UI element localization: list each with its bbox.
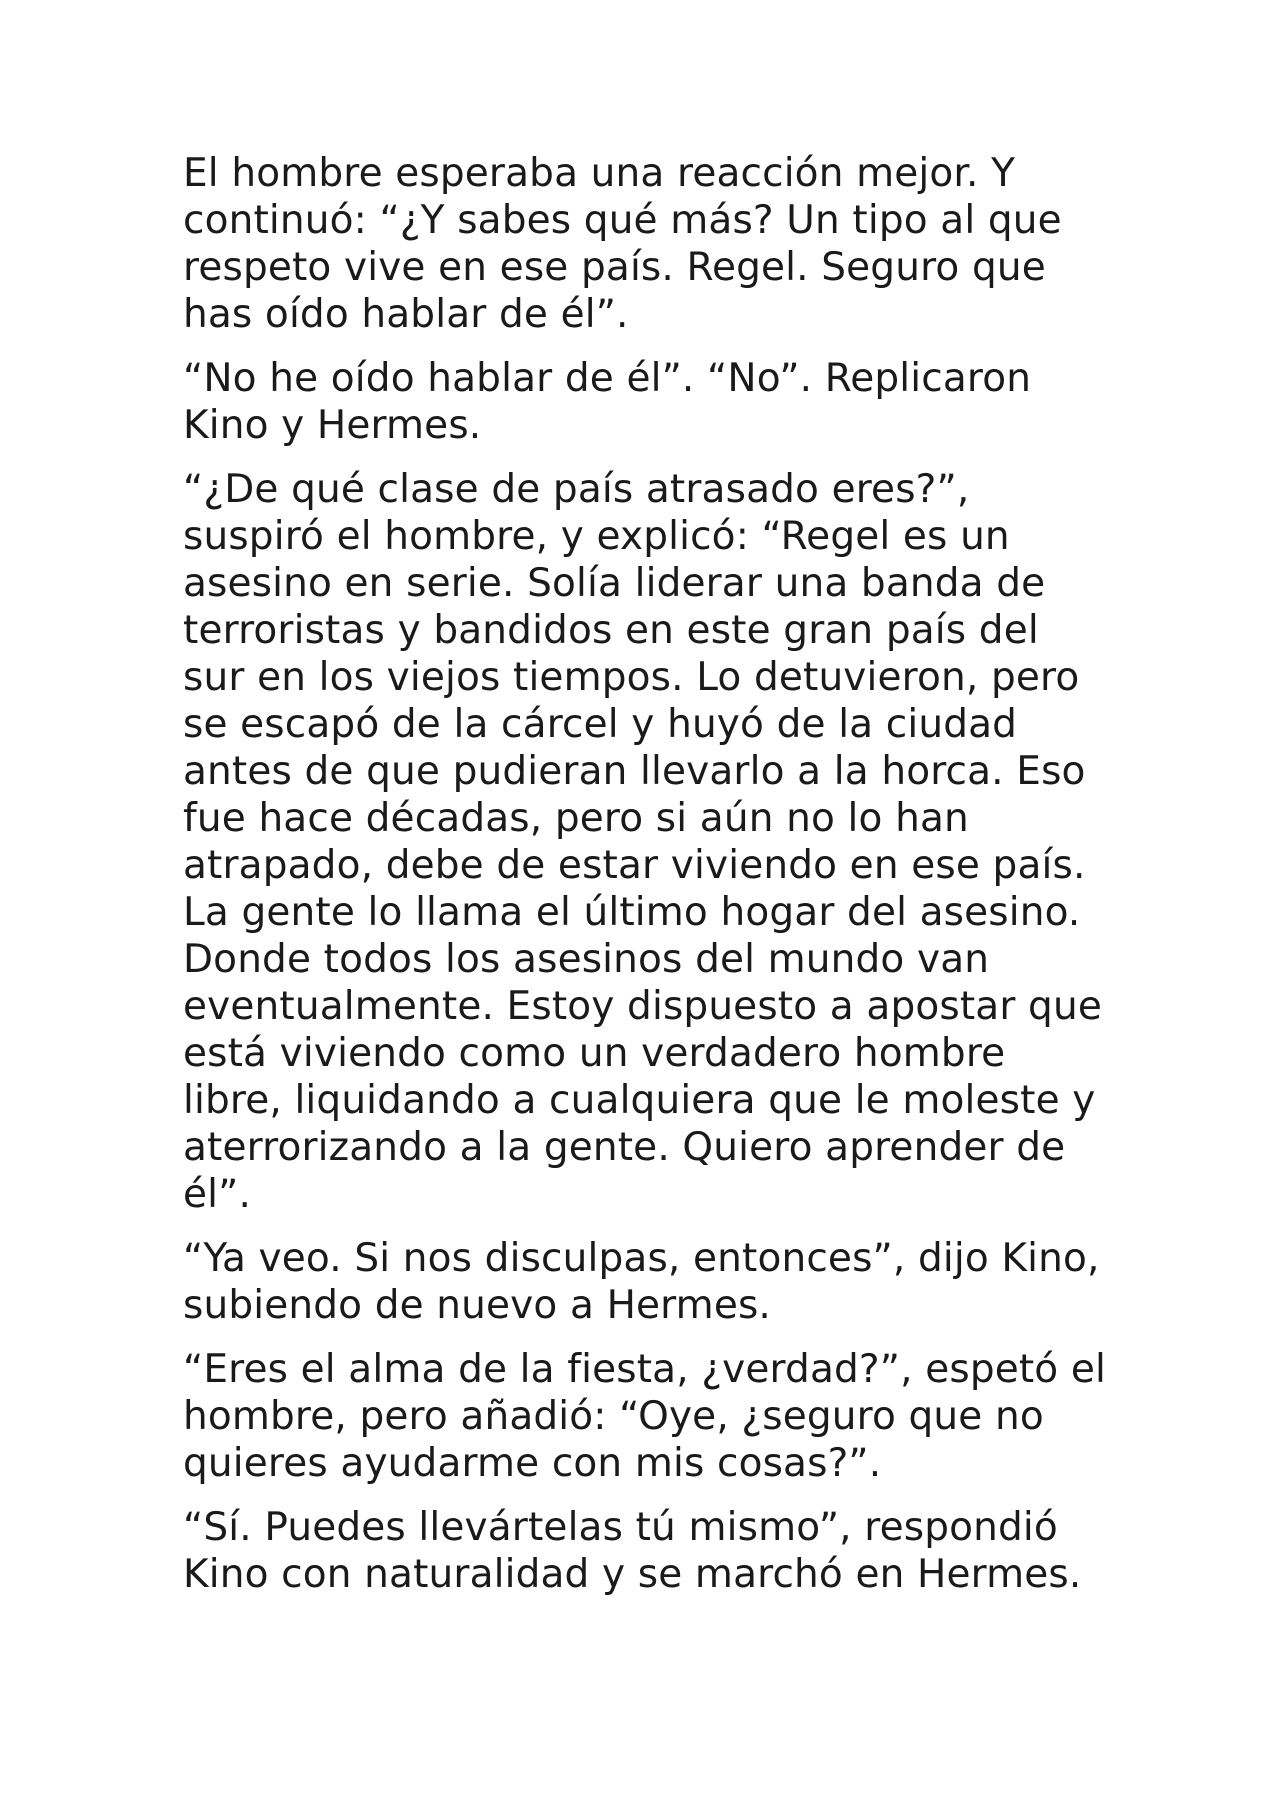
- text-line: aterrorizando a la gente. Quiero aprender de: [183, 1125, 1066, 1170]
- text-line: respeto vive en ese país. Regel. Seguro que: [183, 245, 1046, 290]
- text-line: él”.: [183, 1172, 252, 1217]
- text-line: Donde todos los asesinos del mundo van: [183, 937, 990, 982]
- text-line: has oído hablar de él”.: [183, 292, 629, 337]
- text-line: hombre, pero añadió: “Oye, ¿seguro que no: [183, 1394, 1044, 1439]
- text-line: asesino en serie. Solía liderar una banda de: [183, 561, 1046, 606]
- text-line: “Eres el alma de la fiesta, ¿verdad?”, espetó el: [183, 1347, 1106, 1392]
- text-line: antes de que pudieran llevarlo a la horca. Eso: [183, 749, 1086, 794]
- paragraph-2: [183, 355, 1123, 449]
- text-line: quieres ayudarme con mis cosas?”.: [183, 1441, 882, 1486]
- paragraph-1: [183, 150, 1123, 338]
- text-line: libre, liquidando a cualquiera que le moleste y: [183, 1078, 1096, 1123]
- text-line: está viviendo como un verdadero hombre: [183, 1031, 1006, 1076]
- text-line: El hombre esperaba una reacción mejor. Y: [183, 151, 1016, 196]
- paragraph-3: [183, 466, 1123, 1218]
- text-line: “No he oído hablar de él”. “No”. Replicaron: [183, 356, 1032, 401]
- text-line: “¿De qué clase de país atrasado eres?”,: [183, 467, 970, 512]
- body-text: [183, 150, 1123, 1615]
- text-line: se escapó de la cárcel y huyó de la ciudad: [183, 702, 1018, 747]
- text-line: atrapado, debe de estar viviendo en ese país.: [183, 843, 1086, 888]
- paragraph-4: [183, 1235, 1123, 1329]
- text-line: Kino y Hermes.: [183, 403, 482, 448]
- text-line: La gente lo llama el último hogar del asesino.: [183, 890, 1081, 935]
- text-line: terroristas y bandidos en este gran país del: [183, 608, 1039, 653]
- text-line: Kino con naturalidad y se marchó en Hermes.: [183, 1552, 1082, 1597]
- text-line: fue hace décadas, pero si aún no lo han: [183, 796, 969, 841]
- text-line: eventualmente. Estoy dispuesto a apostar que: [183, 984, 1102, 1029]
- paragraph-5: [183, 1346, 1123, 1487]
- text-line: “Sí. Puedes llevártelas tú mismo”, respondió: [183, 1505, 1058, 1550]
- text-line: suspiró el hombre, y explicó: “Regel es un: [183, 514, 1010, 559]
- paragraph-6: [183, 1504, 1123, 1598]
- text-line: subiendo de nuevo a Hermes.: [183, 1283, 771, 1328]
- text-line: continuó: “¿Y sabes qué más? Un tipo al que: [183, 198, 1062, 243]
- text-line: “Ya veo. Si nos disculpas, entonces”, dijo Kino,: [183, 1236, 1100, 1281]
- text-line: sur en los viejos tiempos. Lo detuvieron, pero: [183, 655, 1080, 700]
